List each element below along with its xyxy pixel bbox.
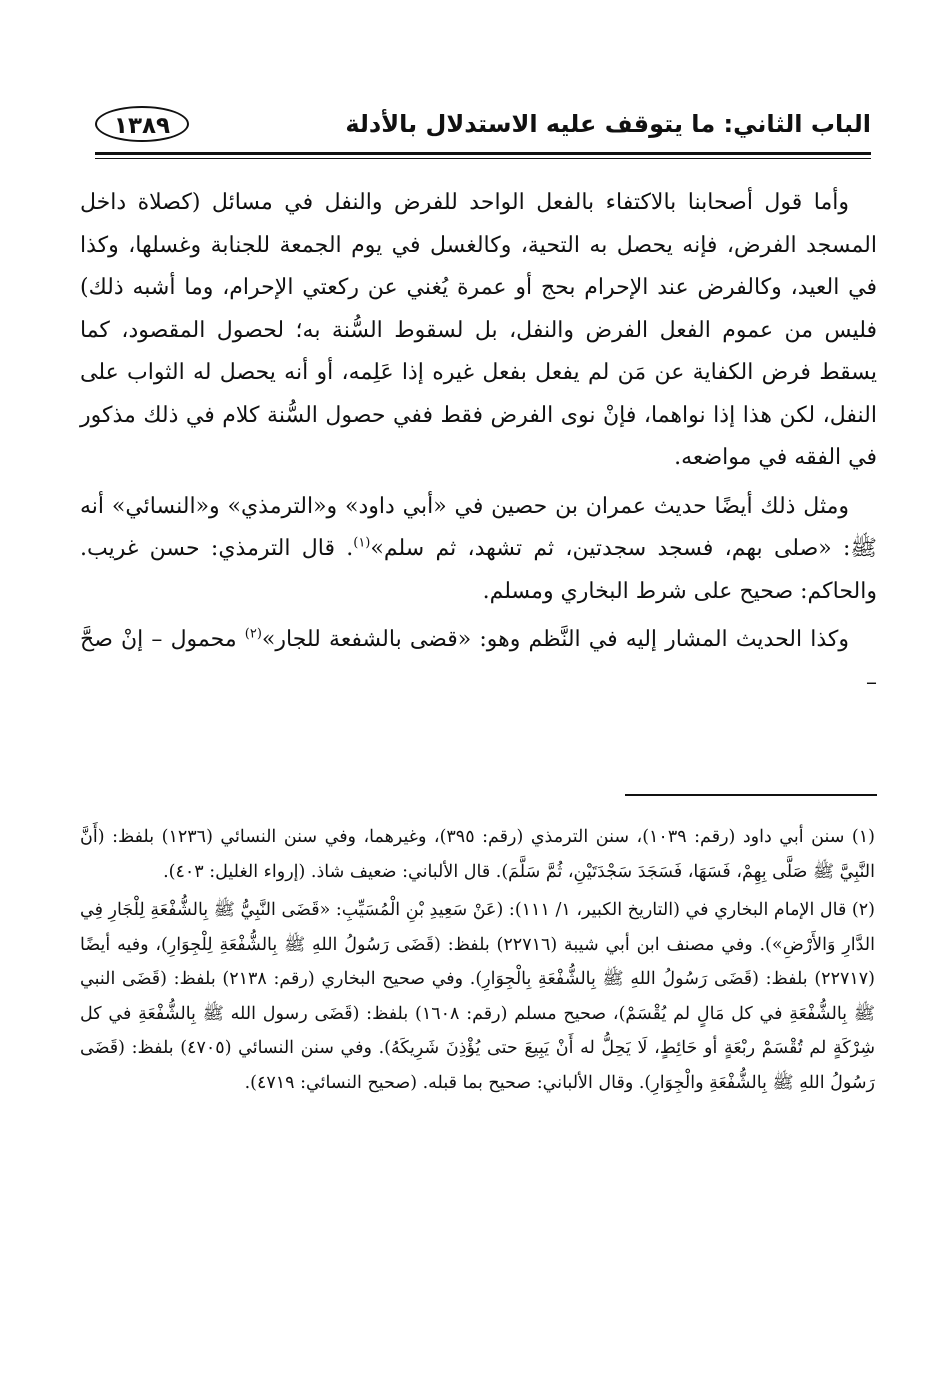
paragraph-2 [80,486,877,614]
footnotes [80,820,875,1100]
paragraph-1: وأما قول أصحابنا بالاكتفاء بالفعل الواحد للفرض والنفل في مسائل (كصلاة داخل المسجد الفرض، فإنه يحصل به التحية، وكالغسل في يوم الجمعة للجنابة وغسلها، وكذا في العيد، وكالفرض عند الإحرام بحج أو عمرة يُغني عن ركعتي الإحرام، وما أشبه ذلك) فليس من عموم الفعل الفرض والنفل، بل لسقوط السُّنة به؛ لحصول المقصود، كما يسقط فرض الكفاية عن مَن لم يفعل بفعل غيره إذا عَلِمه، أو أنه يحصل له الثواب على النفل، لكن هذا إذا نواهما، فإنْ نوى الفرض فقط ففي حصول السُّنة كلام في ذلك مذكور في الفقه في مواضعه. [80,190,877,470]
header-rule-thick [95,152,871,155]
footnote-ref-2[interactable]: (٢) [244,626,262,642]
running-header [95,106,871,150]
footnote-2: (٢) قال الإمام البخاري في (التاريخ الكبير، ١/ ١١١): (عَنْ سَعِيدِ بْنِ الْمُسَيِّبِ: «قَضَى النَّبِيُّ ﷺ بِالشُّفْعَةِ لِلْجَارِ فِي الدَّارِ وَالأَرْضِ»). وفي مصنف ابن أبي شيبة (٢٢٧١٦) بلفظ: (قَضَى رَسُولُ اللهِ ﷺ بِالشُّفْعَةِ لِلْجِوَارِ)، وفيه أيضًا (٢٢٧١٧) بلفظ: (قَضَى رَسُولُ اللهِ ﷺ بِالشُّفْعَةِ بِالْجِوَارِ). وفي صحيح البخاري (رقم: ٢١٣٨) بلفظ: (قَضَى النبي ﷺ بِالشُّفْعَةِ في كل مَالٍ لم يُقْسَمْ)، صحيح مسلم (رقم: ١٦٠٨) بلفظ: (قَضَى رسول الله ﷺ بِالشُّفْعَةِ في كل شِرْكَةٍ لم تُقْسَمْ ربْعَةٍ أو حَائِطٍ، لَا يَحِلُّ له أَنْ يَبِيعَ حتى يُؤْذِنَ شَرِيكَهُ). وفي سنن النسائي (٤٧٠٥) بلفظ: (قَضَى رَسُولُ اللهِ ﷺ بِالشُّفْعَةِ والْجِوَارِ). وقال الألباني: صحيح بما قبله. (صحيح النسائي: ٤٧١٩). [80,900,875,1093]
footnote-separator [625,794,877,796]
chapter-title: الباب الثاني: ما يتوقف عليه الاستدلال بالأدلة [345,110,871,138]
paragraph-3 [80,619,877,704]
footnote-1: (١) سنن أبي داود (رقم: ١٠٣٩)، سنن الترمذي (رقم: ٣٩٥)، وغيرهما، وفي سنن النسائي (١٢٣٦) بلفظ: (أَنَّ النَّبِيَّ ﷺ صَلَّى بِهِمْ، فَسَهَا، فَسَجَدَ سَجْدَتَيْنِ، ثُمَّ سَلَّمَ). قال الألباني: ضعيف شاذ. (إرواء الغليل: ٤٠٣). [80,827,875,882]
paragraph-2-text-b: . قال الترمذي: حسن غريب. والحاكم: صحيح على شرط البخاري ومسلم. [80,536,877,604]
paragraph-2-text-a: ومثل ذلك أيضًا حديث عمران بن حصين في «أبي داود» و«الترمذي» و«النسائي» أنه ﷺ: «صلى بهم، فسجد سجدتين، ثم تشهد، ثم سلم» [80,493,877,561]
header-rule-thin [95,158,871,159]
paragraph-3-text-a: وكذا الحديث المشار إليه في النَّظم وهو: «قضى بالشفعة للجار» [261,627,849,652]
footnote-ref-1[interactable]: (١) [353,535,371,551]
page-number: ١٣٨٩ [95,106,189,142]
main-text [80,182,877,704]
paragraph-3-text-b: محمول – إنْ صحَّ – [80,627,877,695]
